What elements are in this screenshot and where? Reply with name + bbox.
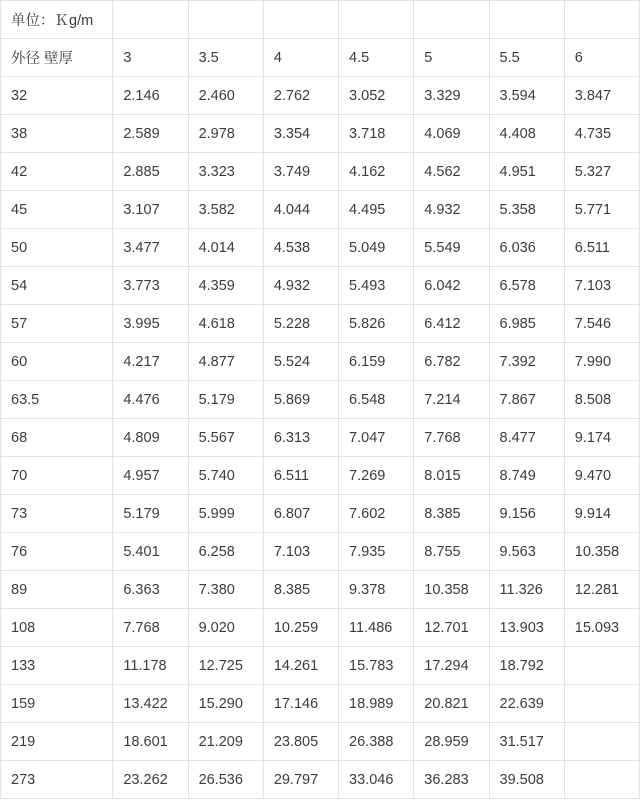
weight-cell: 18.989 [339,685,414,723]
outer-diameter-cell: 219 [1,723,113,761]
weight-cell: 3.718 [339,115,414,153]
weight-cell: 5.228 [263,305,338,343]
weight-cell: 3.773 [113,267,188,305]
table-row [1,533,640,571]
empty-cell [564,1,639,39]
weight-cell: 9.020 [188,609,263,647]
weight-cell: 2.146 [113,77,188,115]
weight-cell: 7.546 [564,305,639,343]
weight-cell: 5.049 [339,229,414,267]
weight-cell: 10.358 [414,571,489,609]
outer-diameter-cell: 63.5 [1,381,113,419]
weight-cell: 31.517 [489,723,564,761]
weight-cell: 6.258 [188,533,263,571]
table-row [1,571,640,609]
weight-cell: 23.262 [113,761,188,799]
weight-cell: 2.589 [113,115,188,153]
weight-cell: 26.388 [339,723,414,761]
weight-cell: 15.093 [564,609,639,647]
weight-cell: 4.162 [339,153,414,191]
weight-cell: 6.313 [263,419,338,457]
weight-cell: 4.735 [564,115,639,153]
weight-cell: 9.156 [489,495,564,533]
weight-cell: 39.508 [489,761,564,799]
weight-cell: 5.869 [263,381,338,419]
outer-diameter-thickness-label: 外径 壁厚 [1,39,113,77]
outer-diameter-cell: 42 [1,153,113,191]
weight-cell: 7.214 [414,381,489,419]
table-row [1,419,640,457]
empty-cell [188,1,263,39]
weight-cell: 6.548 [339,381,414,419]
weight-cell: 6.412 [414,305,489,343]
weight-cell: 28.959 [414,723,489,761]
thickness-header: 4 [263,39,338,77]
weight-cell: 4.618 [188,305,263,343]
weight-cell: 3.749 [263,153,338,191]
weight-cell: 4.359 [188,267,263,305]
weight-cell: 6.159 [339,343,414,381]
thickness-header: 3 [113,39,188,77]
weight-cell: 5.999 [188,495,263,533]
outer-diameter-cell: 68 [1,419,113,457]
weight-cell: 13.422 [113,685,188,723]
weight-cell: 3.107 [113,191,188,229]
weight-cell: 6.042 [414,267,489,305]
weight-cell: 5.826 [339,305,414,343]
weight-cell: 4.809 [113,419,188,457]
outer-diameter-cell: 108 [1,609,113,647]
weight-cell: 36.283 [414,761,489,799]
weight-cell: 10.259 [263,609,338,647]
outer-diameter-cell: 54 [1,267,113,305]
weight-cell: 5.358 [489,191,564,229]
thickness-header: 5 [414,39,489,77]
table-row [1,115,640,153]
weight-cell: 5.327 [564,153,639,191]
weight-cell: 4.951 [489,153,564,191]
weight-cell: 29.797 [263,761,338,799]
weight-cell: 5.179 [188,381,263,419]
empty-cell [339,1,414,39]
weight-cell: 7.935 [339,533,414,571]
weight-cell: 23.805 [263,723,338,761]
thickness-header: 6 [564,39,639,77]
weight-cell: 8.508 [564,381,639,419]
table-row [1,153,640,191]
outer-diameter-cell: 73 [1,495,113,533]
weight-cell: 4.562 [414,153,489,191]
weight-cell: 7.047 [339,419,414,457]
weight-cell: 6.511 [564,229,639,267]
weight-cell: 6.511 [263,457,338,495]
empty-cell [489,1,564,39]
weight-cell: 6.807 [263,495,338,533]
weight-cell: 5.771 [564,191,639,229]
weight-cell: 12.281 [564,571,639,609]
weight-cell: 5.401 [113,533,188,571]
weight-cell: 8.015 [414,457,489,495]
weight-cell: 6.363 [113,571,188,609]
weight-cell: 17.146 [263,685,338,723]
weight-cell: 2.762 [263,77,338,115]
outer-diameter-cell: 89 [1,571,113,609]
weight-cell: 18.601 [113,723,188,761]
weight-cell: 33.046 [339,761,414,799]
weight-cell: 5.549 [414,229,489,267]
weight-cell: 4.069 [414,115,489,153]
weight-cell: 11.326 [489,571,564,609]
weight-cell: 12.725 [188,647,263,685]
weight-cell: 4.932 [414,191,489,229]
header-row [1,39,640,77]
table-row [1,191,640,229]
weight-cell: 7.269 [339,457,414,495]
table-row [1,761,640,799]
table-row [1,267,640,305]
table-row [1,723,640,761]
outer-diameter-cell: 159 [1,685,113,723]
weight-cell: 7.602 [339,495,414,533]
weight-cell [564,723,639,761]
weight-cell: 3.594 [489,77,564,115]
weight-cell: 10.358 [564,533,639,571]
weight-cell: 9.914 [564,495,639,533]
thickness-header: 3.5 [188,39,263,77]
thickness-header: 4.5 [339,39,414,77]
weight-cell: 15.783 [339,647,414,685]
unit-row [1,1,640,39]
weight-cell: 14.261 [263,647,338,685]
weight-cell: 3.995 [113,305,188,343]
outer-diameter-cell: 60 [1,343,113,381]
outer-diameter-cell: 273 [1,761,113,799]
weight-cell: 4.957 [113,457,188,495]
weight-cell: 9.563 [489,533,564,571]
weight-cell [564,761,639,799]
weight-cell: 3.354 [263,115,338,153]
weight-cell: 4.476 [113,381,188,419]
weight-cell: 4.014 [188,229,263,267]
weight-cell: 13.903 [489,609,564,647]
weight-cell [564,647,639,685]
weight-cell: 5.567 [188,419,263,457]
outer-diameter-cell: 45 [1,191,113,229]
weight-cell: 15.290 [188,685,263,723]
weight-cell: 6.578 [489,267,564,305]
weight-cell: 4.877 [188,343,263,381]
table-row [1,685,640,723]
weight-cell: 3.329 [414,77,489,115]
weight-cell: 7.103 [564,267,639,305]
outer-diameter-cell: 76 [1,533,113,571]
weight-cell: 2.460 [188,77,263,115]
table-row [1,343,640,381]
weight-cell: 7.392 [489,343,564,381]
weight-cell: 4.495 [339,191,414,229]
table-row [1,495,640,533]
weight-cell: 4.408 [489,115,564,153]
weight-cell: 4.044 [263,191,338,229]
weight-cell: 3.323 [188,153,263,191]
weight-cell: 7.990 [564,343,639,381]
table-row [1,457,640,495]
table-row [1,77,640,115]
weight-cell: 2.978 [188,115,263,153]
weight-cell: 7.103 [263,533,338,571]
thickness-header: 5.5 [489,39,564,77]
weight-cell: 6.036 [489,229,564,267]
table-row [1,381,640,419]
weight-cell: 22.639 [489,685,564,723]
outer-diameter-cell: 57 [1,305,113,343]
weight-cell: 3.052 [339,77,414,115]
weight-cell: 11.486 [339,609,414,647]
weight-cell: 9.378 [339,571,414,609]
table-row [1,609,640,647]
weight-cell: 7.768 [113,609,188,647]
weight-cell: 4.538 [263,229,338,267]
weight-cell: 7.380 [188,571,263,609]
weight-cell: 6.782 [414,343,489,381]
weight-cell: 26.536 [188,761,263,799]
weight-cell: 2.885 [113,153,188,191]
outer-diameter-cell: 50 [1,229,113,267]
weight-cell: 8.749 [489,457,564,495]
weight-cell: 5.524 [263,343,338,381]
outer-diameter-cell: 32 [1,77,113,115]
weight-cell: 12.701 [414,609,489,647]
weight-cell: 4.217 [113,343,188,381]
weight-cell: 21.209 [188,723,263,761]
unit-label: 单位：Ｋg/m [1,1,113,39]
weight-cell: 3.582 [188,191,263,229]
weight-cell: 9.470 [564,457,639,495]
outer-diameter-cell: 38 [1,115,113,153]
weight-cell: 7.867 [489,381,564,419]
weight-cell: 11.178 [113,647,188,685]
outer-diameter-cell: 133 [1,647,113,685]
weight-cell: 4.932 [263,267,338,305]
empty-cell [113,1,188,39]
weight-cell: 6.985 [489,305,564,343]
weight-cell: 17.294 [414,647,489,685]
table-row [1,305,640,343]
weight-cell: 8.385 [414,495,489,533]
weight-cell: 5.740 [188,457,263,495]
weight-cell: 7.768 [414,419,489,457]
table-row [1,229,640,267]
weight-cell: 20.821 [414,685,489,723]
empty-cell [414,1,489,39]
weight-cell: 8.755 [414,533,489,571]
weight-cell: 5.179 [113,495,188,533]
weight-cell: 3.477 [113,229,188,267]
empty-cell [263,1,338,39]
table-row [1,647,640,685]
weight-cell: 9.174 [564,419,639,457]
weight-cell: 8.477 [489,419,564,457]
weight-cell: 18.792 [489,647,564,685]
weight-cell: 8.385 [263,571,338,609]
weight-cell [564,685,639,723]
weight-cell: 3.847 [564,77,639,115]
weight-cell: 5.493 [339,267,414,305]
outer-diameter-cell: 70 [1,457,113,495]
